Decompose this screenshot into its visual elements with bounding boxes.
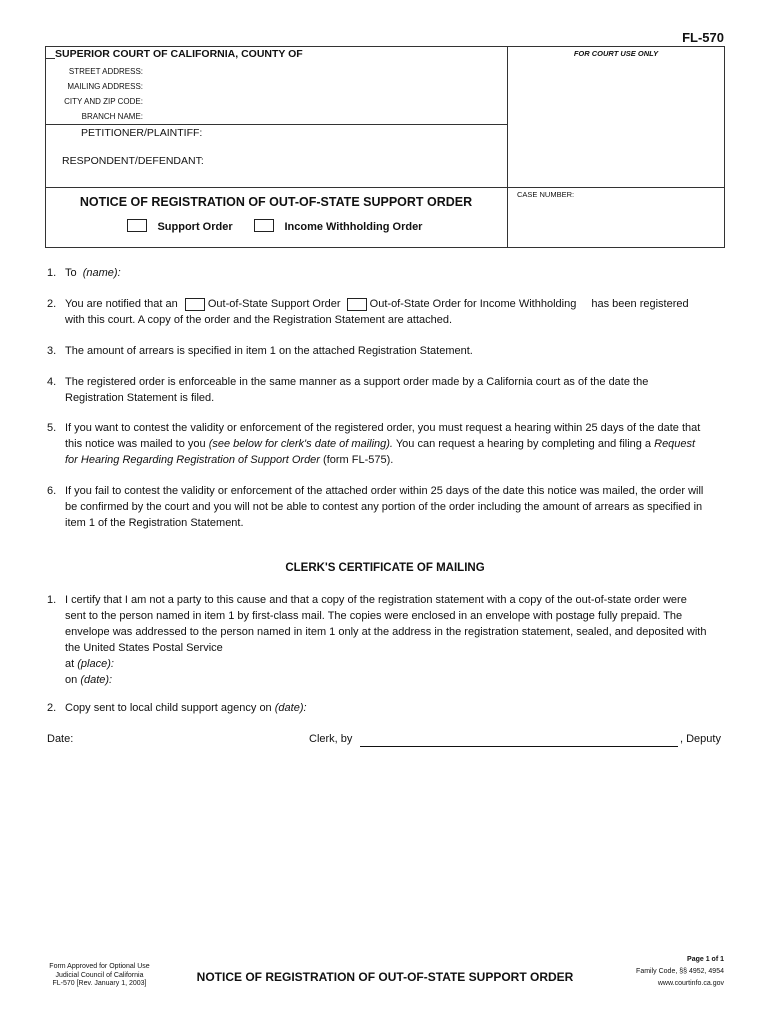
item-text: You can request a hearing by completing and filing a bbox=[392, 438, 655, 450]
item-number: 1. bbox=[47, 594, 57, 606]
item-6 bbox=[47, 483, 727, 531]
caption-divider-1 bbox=[45, 124, 507, 125]
court-name-label: SUPERIOR COURT OF CALIFORNIA, COUNTY OF bbox=[55, 48, 303, 60]
footer-approval: Form Approved for Optional Use bbox=[49, 963, 150, 970]
item-3 bbox=[47, 343, 727, 359]
item-number: 3. bbox=[47, 345, 57, 357]
out-of-state-support-label: Out-of-State Support Order bbox=[207, 298, 341, 310]
footer-right bbox=[636, 954, 724, 990]
item-text: (see below for clerk's date of mailing). bbox=[208, 438, 393, 450]
item-number: 2. bbox=[47, 702, 57, 714]
item-number: 4. bbox=[47, 376, 57, 388]
item-text: You are notified that an bbox=[65, 298, 178, 310]
income-withholding-label: Income Withholding Order bbox=[284, 221, 423, 233]
item-text: If you fail to contest the validity or enforcement of the attached order within 25 days of the date this notice was mailed, the order will bbox=[65, 485, 704, 497]
on-label: on bbox=[65, 674, 78, 686]
item-text: this notice was mailed to you bbox=[65, 438, 209, 450]
date-label: (date): bbox=[274, 702, 307, 714]
case-number-label: CASE NUMBER: bbox=[517, 190, 575, 199]
form-number: FL-570 bbox=[682, 30, 724, 45]
notice-title: NOTICE OF REGISTRATION OF OUT-OF-STATE SUPPORT ORDER bbox=[79, 195, 473, 209]
item-text: The amount of arrears is specified in item 1 on the attached Registration Statement. bbox=[65, 345, 473, 357]
footer-url[interactable]: www.courtinfo.ca.gov bbox=[657, 980, 724, 987]
item-1 bbox=[47, 265, 727, 281]
item-text: Request bbox=[654, 438, 696, 450]
footer-council: Judicial Council of California bbox=[55, 971, 144, 979]
respondent-label: RESPONDENT/DEFENDANT: bbox=[62, 155, 204, 167]
branch-name-label: BRANCH NAME: bbox=[81, 112, 143, 121]
item-text: Copy sent to local child support agency on bbox=[65, 702, 272, 714]
for-court-use-label: FOR COURT USE ONLY bbox=[573, 49, 659, 58]
item-number: 2. bbox=[47, 298, 57, 310]
item-text: with this court. A copy of the order and the Registration Statement are attached. bbox=[65, 314, 453, 326]
date-signature-label: Date: bbox=[47, 733, 74, 745]
footer-code: Family Code, §§ 4952, 4954 bbox=[636, 968, 724, 975]
item-text: has been registered bbox=[591, 298, 689, 310]
deputy-label: , Deputy bbox=[680, 733, 721, 745]
support-order-label: Support Order bbox=[157, 221, 233, 233]
date-label: (date): bbox=[80, 674, 113, 686]
out-of-state-withholding-checkbox[interactable] bbox=[347, 298, 367, 311]
name-label: (name): bbox=[82, 267, 121, 279]
item-text: for Hearing Regarding Registration of Support Order bbox=[65, 454, 320, 466]
item-text: the United States Postal Service bbox=[65, 642, 223, 654]
footer-title: NOTICE OF REGISTRATION OF OUT-OF-STATE SUPPORT ORDER bbox=[196, 970, 574, 984]
footer-left bbox=[42, 963, 157, 989]
footer-revision: FL-570 [Rev. January 1, 2003] bbox=[52, 980, 147, 987]
support-order-option bbox=[127, 217, 233, 235]
city-zip-label: CITY AND ZIP CODE: bbox=[64, 97, 143, 106]
clerk-signature-line[interactable] bbox=[360, 746, 678, 747]
income-withholding-option bbox=[254, 217, 422, 235]
item-text: (form FL-575). bbox=[319, 454, 394, 466]
support-order-checkbox[interactable] bbox=[127, 219, 147, 232]
item-4 bbox=[47, 374, 727, 406]
item-text: be confirmed by the court and you will not be able to contest any portion of the order including the amount of arrears as specified in bbox=[65, 501, 703, 513]
item-text: Registration Statement is filed. bbox=[65, 392, 215, 404]
item-text: envelope was addressed to the person named in item 1 only at the address in the registration statement, sealed, and deposited with bbox=[65, 626, 707, 638]
item-text: If you want to contest the validity or enforcement of the registered order, you must request a hearing within 25 days of the date that bbox=[65, 422, 701, 434]
clerk-item-1 bbox=[47, 592, 727, 688]
item-text: To bbox=[65, 267, 77, 279]
caption-divider-vertical bbox=[507, 46, 508, 248]
item-2 bbox=[47, 296, 727, 328]
item-number: 1. bbox=[47, 267, 57, 279]
item-text: I certify that I am not a party to this cause and that a copy of the registration statement with a copy of the out-of-state order were bbox=[65, 594, 687, 606]
out-of-state-support-checkbox[interactable] bbox=[185, 298, 205, 311]
place-label: (place): bbox=[77, 658, 114, 670]
item-number: 5. bbox=[47, 422, 57, 434]
out-of-state-withholding-label: Out-of-State Order for Income Withholding bbox=[369, 298, 577, 310]
income-withholding-checkbox[interactable] bbox=[254, 219, 274, 232]
item-5 bbox=[47, 420, 727, 468]
petitioner-label: PETITIONER/PLAINTIFF: bbox=[81, 127, 203, 139]
mailing-address-label: MAILING ADDRESS: bbox=[67, 82, 143, 91]
clerk-by-label: Clerk, by bbox=[309, 733, 353, 745]
page-number: Page 1 of 1 bbox=[687, 956, 724, 963]
item-text: The registered order is enforceable in the same manner as a support order made by a California court as of the date the bbox=[65, 376, 649, 388]
at-label: at bbox=[65, 658, 75, 670]
street-address-label: STREET ADDRESS: bbox=[68, 67, 143, 76]
caption-tick bbox=[45, 58, 55, 59]
clerk-certificate-title: CLERK'S CERTIFICATE OF MAILING bbox=[285, 562, 485, 574]
caption-divider-2 bbox=[45, 187, 725, 188]
item-number: 6. bbox=[47, 485, 57, 497]
clerk-item-2 bbox=[47, 700, 727, 716]
item-text: item 1 of the Registration Statement. bbox=[65, 517, 244, 529]
item-text: sent to the person named in item 1 by first-class mail. The copies were enclosed in an envelope with postage fully prepaid. The bbox=[65, 610, 683, 622]
